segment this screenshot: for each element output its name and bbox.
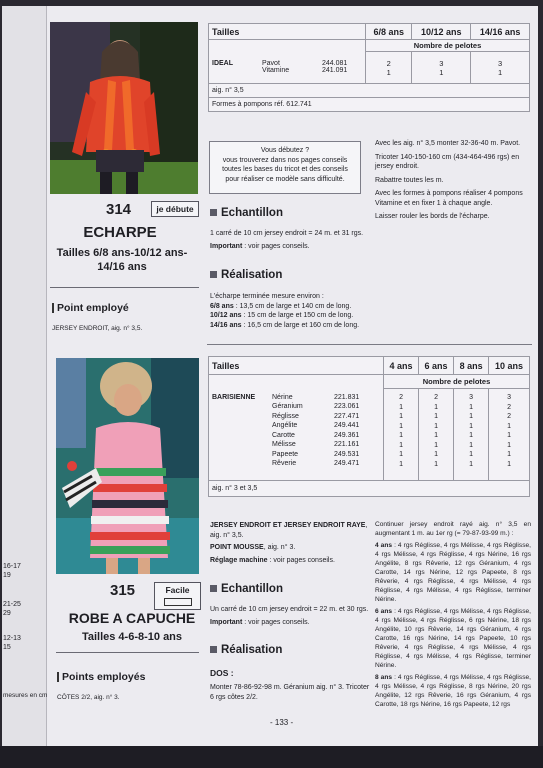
color-name: Réglisse — [272, 412, 299, 420]
color-ref: 249.471 — [334, 460, 360, 467]
qty: 1 — [399, 451, 403, 458]
point-detail: , aig. n° 3. — [263, 544, 296, 551]
size-text: : 15 cm de large et 150 cm de long. — [241, 312, 354, 319]
size-col: 10/12 ans — [412, 24, 471, 40]
divider — [50, 287, 199, 288]
margin-numbers-c — [3, 634, 21, 652]
color-name: Papeete — [272, 450, 299, 458]
model-sizes — [52, 246, 192, 274]
sizes-line: 14/16 ans — [97, 261, 147, 273]
point-name: Réglage machine — [210, 556, 268, 564]
point-name: POINT MOUSSE — [210, 544, 264, 551]
table-header-label: Tailles — [209, 24, 366, 40]
stripe-sequence: : 4 rgs Réglisse, 4 rgs Mélisse, 4 rgs Réglisse, 4 rgs Mélisse, 4 rgs Réglisse, 4 rgs Nérine, 16 rgs Angélite, 8 rgs Rêverie, 12 rgs Géranium, 4 rgs Carotte, 14 rgs Nérine, 12 rgs Papeete, 8 rgs Rêverie, 4 rgs Réglisse, 4 rgs Mélisse, 4 rgs Réglisse, 4 rgs Mélisse, 4 rgs Réglisse, terminer Nérine. — [375, 542, 531, 603]
point-name: JERSEY ENDROIT ET JERSEY ENDROIT RAYE — [210, 522, 366, 529]
yarn-cell — [209, 389, 384, 481]
qty: 2 — [399, 394, 403, 401]
qty: 1 — [498, 67, 503, 77]
yarn-table-314 — [208, 23, 530, 112]
model-number: 315 — [110, 582, 136, 599]
beginner-tip-box: Vous débutez ? vous trouverez dans nos pages conseils toutes les bases du tricot et des conseils pour réaliser ce modèle sans difficulté. — [209, 141, 361, 194]
photo-scarf-girl — [50, 22, 198, 194]
size-col: 6 ans — [419, 357, 454, 375]
extra-row: Formes à pompons réf. 612.741 — [209, 98, 530, 112]
dos-text: Monter 78-86-92-98 m. Géranium aig. n° 3. Tricoter 6 rgs côtes 2/2. — [210, 684, 370, 701]
qty: 1 — [434, 451, 438, 458]
qty: 1 — [507, 422, 511, 430]
qty: 1 — [399, 403, 403, 411]
color-name: Rêverie — [272, 460, 297, 467]
important-label: Important — [210, 242, 243, 250]
point-heading-text: Point employé — [57, 302, 129, 314]
table-subheader: Nombre de pelotes — [384, 375, 530, 389]
color-ref: 223.061 — [334, 403, 360, 410]
size-col: 14/16 ans — [471, 24, 530, 40]
instruction: Continuer jersey endroit rayé aig. n° 3,5 en augmentant 1 m. au 1er rg (= 79-87-93-99 m.) : — [375, 521, 531, 537]
size-text: : 13,5 cm de large et 140 cm de long. — [233, 302, 352, 310]
color-ref: 221.831 — [334, 393, 360, 401]
size-label: 8 ans — [375, 674, 393, 681]
qty-cell — [419, 389, 454, 481]
qty: 1 — [469, 451, 474, 458]
instruction: Rabattre toutes les m. — [375, 176, 444, 184]
qty: 3 — [498, 58, 503, 68]
qty: 1 — [507, 451, 511, 458]
qty: 1 — [469, 432, 474, 439]
heading-text: Réalisation — [221, 269, 283, 281]
heading-text: Echantillon — [221, 207, 283, 219]
yarn-table-315 — [208, 356, 530, 497]
color-ref: 221.161 — [334, 441, 360, 448]
stripe-sequence: : 4 rgs Réglisse, 4 rgs Mélisse, 4 rgs Réglisse, 4 rgs Mélisse, 4 rgs Réglisse, 8 rgs Nérine, 20 rgs Angélite, 12 rgs Rêverie, 16 rgs Géranium, 4 rgs Carotte, 18 rgs Nérine, 16 rgs Papeete, 12 rgs — [375, 674, 531, 708]
qty: 2 — [507, 413, 511, 420]
point-detail: , aig. n° 3,5. — [210, 522, 368, 539]
margin-number: 16-17 — [3, 563, 21, 570]
qty: 1 — [439, 67, 444, 77]
color-name: Angélite — [272, 422, 298, 429]
size-label: 6 ans — [375, 608, 393, 615]
page-number: - 133 - — [270, 718, 294, 727]
instruction: Tricoter 140-150-160 cm (434-464-496 rgs) en jersey endroit. — [375, 153, 520, 170]
instruction: Avec les aig. n° 3,5 monter 32-36-40 m. Pavot. — [375, 140, 521, 147]
points-heading-text: Points employés — [62, 671, 146, 683]
color-name: Carotte — [272, 431, 295, 439]
divider — [56, 652, 199, 653]
realisation-text — [210, 292, 370, 330]
echantillon-text — [210, 229, 365, 251]
qty-cell — [489, 389, 530, 481]
yarn-name: IDEAL — [212, 60, 233, 68]
qty: 1 — [399, 441, 403, 449]
color-name: Mélisse — [272, 441, 296, 448]
points-text: CÔTES 2/2, aig. n° 3. — [57, 694, 120, 701]
qty: 1 — [434, 422, 438, 430]
qty: 1 — [469, 460, 474, 468]
margin-number: 21-25 — [3, 601, 21, 608]
size-label: 14/16 ans — [210, 321, 242, 329]
echantillon-heading — [210, 207, 283, 219]
qty: 1 — [399, 460, 403, 468]
size-label: 10/12 ans — [210, 312, 242, 319]
qty: 1 — [434, 432, 438, 439]
stripe-instructions — [375, 520, 531, 709]
size-col: 6/8 ans — [366, 24, 412, 40]
qty: 1 — [507, 432, 511, 439]
qty-cell — [471, 52, 530, 84]
qty: 3 — [439, 58, 444, 68]
qty-cell — [412, 52, 471, 84]
instructions-col — [375, 139, 530, 222]
color-name: Nérine — [272, 393, 293, 401]
qty: 1 — [469, 441, 474, 449]
point-detail: : voir pages conseils. — [267, 556, 335, 564]
realisation-heading — [210, 644, 282, 656]
color-name: Géranium — [272, 403, 303, 410]
important-text: : voir pages conseils. — [242, 242, 310, 250]
text-line: Un carré de 10 cm jersey endroit = 22 m. et 30 rgs. — [210, 606, 369, 613]
qty: 1 — [469, 403, 474, 411]
badge-label: Facile — [165, 585, 190, 595]
table-blank — [209, 40, 366, 52]
qty: 3 — [507, 394, 511, 401]
qty: 1 — [434, 441, 438, 449]
photo-dress-girl — [56, 358, 199, 574]
qty: 1 — [386, 67, 391, 77]
model-title: ROBE A CAPUCHE — [68, 610, 196, 626]
qty: 1 — [469, 422, 474, 430]
text-line: 1 carré de 10 cm jersey endroit = 24 m. et 31 rgs. — [210, 230, 364, 237]
model-sizes: Tailles 4-6-8-10 ans — [81, 631, 183, 643]
points-heading — [57, 671, 145, 683]
size-col: 8 ans — [454, 357, 489, 375]
point-heading — [52, 302, 129, 314]
color-ref: 249.361 — [334, 431, 360, 439]
color-name: Pavot — [262, 60, 280, 68]
square-bullet-icon — [210, 646, 217, 653]
heading-text: Réalisation — [221, 644, 283, 656]
color-names — [272, 393, 334, 469]
yarn-name: BARISIENNE — [212, 393, 256, 401]
size-label: 6/8 ans — [210, 302, 234, 310]
margin-numbers-a — [3, 562, 43, 580]
needle-row: aig. n° 3 et 3,5 — [209, 481, 530, 497]
model-number: 314 — [106, 201, 132, 218]
square-bullet-icon — [210, 585, 217, 592]
qty: 2 — [434, 394, 438, 401]
important-text: : voir pages conseils. — [242, 618, 310, 626]
echantillon-heading — [210, 583, 283, 595]
heading-text: Echantillon — [221, 583, 283, 595]
size-label: 4 ans — [375, 542, 393, 549]
qty: 1 — [399, 422, 403, 430]
square-bullet-icon — [210, 209, 217, 216]
stripe-sequence: : 4 rgs Réglisse, 4 rgs Mélisse, 4 rgs Réglisse, 4 rgs Mélisse, 4 rgs Réglisse, 6 rgs Nérine, 18 rgs Angélite, 10 rgs Rêverie, 14 rgs Géranium, 4 rgs Carotte, 16 rgs Nérine, 14 rgs Papeete, 10 rgs Rêverie, 4 rgs Réglisse, 4 rgs Mélisse, 4 rgs Réglisse, 4 rgs Mélisse, 4 rgs Réglisse, terminer Nérine. — [375, 608, 531, 669]
table-header-label: Tailles — [209, 357, 384, 375]
size-text: : 16,5 cm de large et 160 cm de long. — [241, 321, 360, 329]
echantillon-text — [210, 605, 370, 627]
scan-bottom-band — [0, 746, 543, 768]
qty: 1 — [469, 413, 474, 420]
color-ref: 244.081 — [322, 60, 348, 68]
section-divider — [207, 344, 532, 345]
difficulty-badge — [154, 582, 201, 610]
instruction: Laisser rouler les bords de l'écharpe. — [375, 213, 490, 220]
qty-cell — [366, 52, 412, 84]
qty: 2 — [386, 58, 391, 68]
table-blank — [209, 375, 384, 389]
point-text: JERSEY ENDROIT, aig. n° 3,5. — [52, 325, 143, 332]
model-title: ECHARPE — [83, 224, 157, 241]
qty: 2 — [507, 403, 511, 411]
qty: 1 — [434, 403, 438, 411]
square-bullet-icon — [210, 271, 217, 278]
qty: 3 — [469, 394, 474, 401]
color-ref: 249.441 — [334, 422, 360, 429]
qty: 1 — [399, 432, 403, 439]
margin-numbers-b — [3, 600, 21, 618]
margin-number: 12-13 — [3, 635, 21, 642]
qty: 1 — [399, 413, 403, 420]
qty: 1 — [507, 460, 511, 468]
size-col: 4 ans — [384, 357, 419, 375]
sizes-line: Tailles 6/8 ans-10/12 ans- — [56, 247, 188, 259]
size-col: 10 ans — [489, 357, 530, 375]
needle-row: aig. n° 3,5 — [209, 84, 530, 98]
qty-cell — [384, 389, 419, 481]
margin-label: mesures en cm — [3, 692, 48, 699]
difficulty-gauge-icon — [164, 598, 192, 606]
margin-number: 29 — [3, 610, 11, 617]
table-subheader: Nombre de pelotes — [366, 40, 530, 52]
margin-number: 19 — [3, 572, 11, 579]
qty: 1 — [434, 413, 438, 420]
realisation-heading — [210, 269, 282, 281]
important-label: Important — [210, 618, 243, 626]
points-col — [210, 521, 370, 565]
bar-icon — [57, 672, 59, 682]
text-line: L'écharpe terminée mesure environ : — [210, 293, 324, 300]
qty: 1 — [434, 460, 438, 468]
dos-label: DOS : — [210, 668, 234, 678]
color-refs — [334, 393, 359, 469]
instruction: Avec les formes à pompons réaliser 4 pompons Vitamine et en fixer 1 à chaque angle. — [375, 190, 523, 207]
difficulty-badge: je débute — [151, 201, 199, 217]
bar-icon — [52, 303, 54, 313]
yarn-cell — [209, 52, 366, 84]
color-ref: 227.471 — [334, 412, 360, 420]
color-ref: 241.091 — [322, 67, 348, 75]
margin-number: 15 — [3, 644, 11, 651]
qty: 1 — [507, 441, 511, 449]
color-name: Vitamine — [262, 67, 290, 75]
qty-cell — [454, 389, 489, 481]
color-ref: 249.531 — [334, 450, 360, 458]
